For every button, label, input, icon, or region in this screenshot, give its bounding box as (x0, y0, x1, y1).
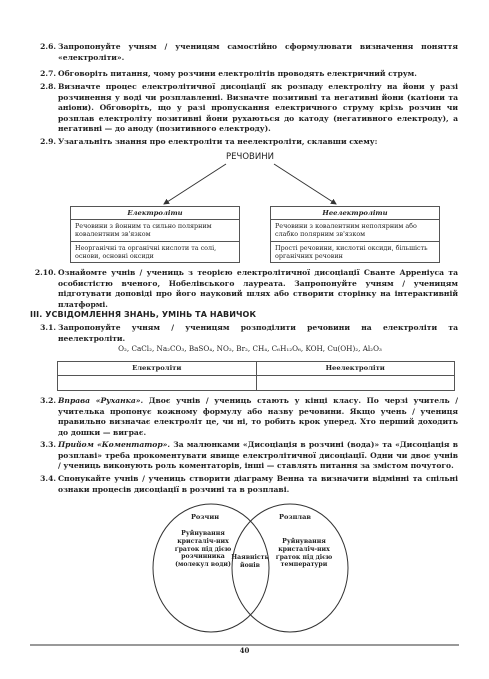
item-number: 3.4. (40, 474, 56, 483)
col-electrolytes: Електроліти (58, 362, 257, 376)
venn-text-common: Наявність йонів (231, 554, 269, 569)
col-nonelectrolytes: Неелектроліти (256, 362, 455, 376)
item-text: За малюнками «Дисоціація в розчині (вода)» та «Дисоціація в розплаві» треба прокоментувати явище електролітичної дисоціації. Одни чи двоє учнів / учениць виконують роль коментаторів, інші — ставлять питання за змістом почутого. (58, 440, 458, 471)
item-text: Двоє учнів / учениць стають у кінці класу. По черзі учитель / учителька пропонує кожному формулу або назву речовини. Якщо учень / учениця правильно визначає електроліт це, чи ні, то робить крок уперед. Хто перший доходить до дошки — виграє. (58, 396, 458, 437)
item-number: 2.8. (40, 82, 56, 91)
substances-formulas: O₂, CaCl₂, Na₂CO₃, BaSO₄, NO₂, Br₂, CH₄, C₆H₁₂O₆, KOH, Cu(OH)₂, Al₂O₃ (118, 344, 382, 353)
section-title: ІІІ. УСВІДОМЛЕННЯ ЗНАНЬ, УМІНЬ ТА НАВИЧОК (30, 310, 257, 319)
item-number: 2.6. (40, 42, 56, 51)
item-text: Запропонуйте учням / ученицям самостійно сформулювати визначення поняття «електроліти». (58, 42, 458, 62)
item-number: 2.9. (40, 137, 56, 146)
venn-label-solution: Розчин (190, 513, 220, 521)
item-number: 3.2. (40, 396, 56, 405)
venn-text-melt: Руйнування кристаліч-них ґраток під дією температури (275, 538, 333, 569)
item-text: Запропонуйте учням / ученицям розподілити речовини на електроліти та неелектроліти. (58, 323, 458, 343)
nonelectrolytes-row: Речовини з ковалентним неполярним або слабко полярним зв'язком (271, 220, 440, 241)
electrolytes-row: Речовини з йонним та сильно полярним ковалентним зв'язком (71, 220, 240, 241)
item-number: 3.3. (40, 440, 56, 449)
item-number: 3.1. (40, 323, 56, 332)
item-text: Узагальніть знання про електроліти та неелектроліти, склавши схему: (58, 137, 378, 146)
item-text: Визначте процес електролітичної дисоціації як розпаду електроліту на йони у разі розчинення у воді чи розплавленні. Визначте позитивні та негативні йони (катіони та аніони). Обговоріть, що у разі пропускання електричного струму крізь розчин чи розплав електроліту позитивні йони рухаються до катоду (негативного електроду), а негативні — до аноду (позитивного електроду). (58, 82, 458, 134)
item-title: Вправа «Руханка». (58, 396, 144, 405)
item-number: 2.7. (40, 69, 56, 78)
venn-label-melt: Розплав (279, 513, 311, 521)
item-number: 2.10. (34, 268, 56, 277)
nonelectrolytes-header: Неелектроліти (271, 207, 440, 220)
item-text: Спонукайте учнів / учениць створити діаграму Венна та визначити відмінні та спільні ознаки процесів дисоціації в розчині та в розплаві. (58, 474, 458, 494)
electrolytes-header: Електроліти (71, 207, 240, 220)
page-number: 40 (239, 646, 250, 655)
venn-text-solution: Руйнування кристаліч-них ґраток під дією розчинника (молекул води) (174, 530, 232, 569)
item-text: Ознайомте учнів / учениць з теорією електролітичної дисоціації Сванте Арреніуса та особистістю вченого, Нобелівського лауреата. Запропонуйте учням / ученицям підготувати доповіді про його науковий шлях або створити сторінку на інтерактивній платформі. (58, 268, 458, 309)
electrolytes-row: Неорганічні та органічні кислоти та солі, основи, основні оксиди (71, 241, 240, 262)
item-text: Обговоріть питання, чому розчини електролітів проводять електричний струм. (58, 69, 417, 78)
nonelectrolytes-row: Прості речовини, кислотні оксиди, більшість органічних речовин (271, 241, 440, 262)
item-title: Прийом «Коментатор». (58, 440, 171, 449)
schema-title: РЕЧОВИНИ (226, 152, 274, 162)
